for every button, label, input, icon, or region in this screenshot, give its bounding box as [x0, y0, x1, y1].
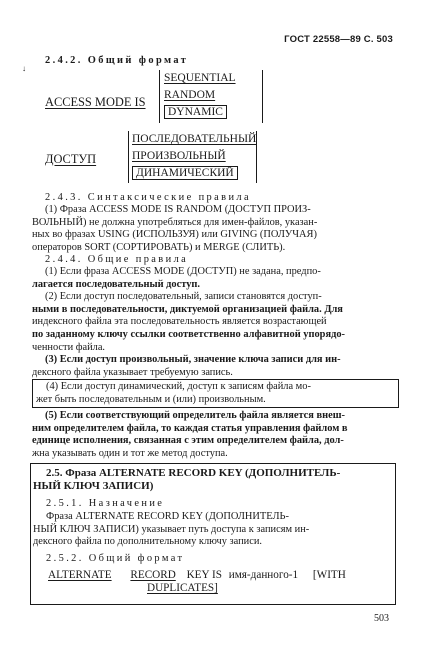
- option-sequential-ru: ПОСЛЕДОВАТЕЛЬНЫЙ: [132, 133, 257, 145]
- duplicates-option: DUPLICATES]: [147, 582, 218, 594]
- general-rules-text: (1) Если фраза ACCESS MODE (ДОСТУП) не задана, предпо- лагается последовательный доступ. (2) Если доступ последовательный, записи становятся доступ- ными в последовательности, диктуемой организацией файла. Для индексного файла эта последовательность является возрастающей по заданному ключу ссылки соответственно алфавитной упорядо- ченности файла. (3) Если доступ произвольный, значение ключа записи для ин- дексного файла указывает требуемую запись.: [32, 266, 345, 378]
- heading-2-5-2: 2.5.2. Общий формат: [46, 553, 185, 564]
- section-2-5-box: [30, 463, 396, 605]
- heading-2-5-1: 2.5.1. Назначение: [46, 498, 165, 509]
- heading-2-4-3: 2.4.3. Синтаксические правила: [45, 192, 252, 203]
- option-sequential: SEQUENTIAL: [164, 72, 236, 84]
- option-random-ru: ПРОИЗВОЛЬНЫЙ: [132, 150, 226, 162]
- section-2-5-title: 2.5. Фраза ALTERNATE RECORD KEY (ДОПОЛНИТЕЛЬ- НЫЙ КЛЮЧ ЗАПИСИ): [33, 467, 341, 492]
- access-mode-label: ACCESS MODE IS: [45, 95, 146, 109]
- page-number: 503: [374, 613, 389, 624]
- heading-2-4-2: 2.4.2. Общий формат: [45, 55, 189, 66]
- access-mode-options: [159, 70, 263, 123]
- purpose-text: Фраза ALTERNATE RECORD KEY (ДОПОЛНИТЕЛЬ- НЫЙ КЛЮЧ ЗАПИСИ) указывает путь доступа к записям ин- дексного файла по дополнительному ключу записи.: [33, 511, 310, 548]
- dostup-options: [128, 131, 257, 183]
- option-dynamic: DYNAMIC: [164, 104, 262, 121]
- running-header: ГОСТ 22558—89 С. 503: [284, 34, 393, 45]
- heading-2-4-4: 2.4.4. Общие правила: [45, 254, 189, 265]
- option-random: RANDOM: [164, 89, 216, 101]
- syntax-rules-text: (1) Фраза ACCESS MODE IS RANDOM (ДОСТУП ПРОИЗ- ВОЛЬНЫЙ) не должна употребляться для имен-файлов, указан- ных во фразах USING (ИСПОЛЬЗУЯ) или GIVING (ПОЛУЧАЯ) операторов SORT (СОРТИРОВАТЬ) и MERGE (СЛИТЬ).: [32, 204, 318, 253]
- alternate-format-line: ALTERNATE RECORD KEY IS имя-данного-1 [WITH: [48, 569, 346, 581]
- rule-5-text: (5) Если соответствующий определитель файла является внеш- ним определителем файла, то каждая статья управления файлом в единице исполнения, связанная с этим определителем файла, дол- жна указывать один и тот же метод доступа.: [32, 410, 348, 459]
- rule-4-box: (4) Если доступ динамический, доступ к записям файла мо- жет быть последовательным и (или) произвольным.: [32, 379, 399, 408]
- margin-mark: ↓: [22, 64, 26, 73]
- dostup-label: ДОСТУП: [45, 152, 97, 166]
- option-dynamic-ru: ДИНАМИЧЕСКИЙ: [132, 165, 256, 182]
